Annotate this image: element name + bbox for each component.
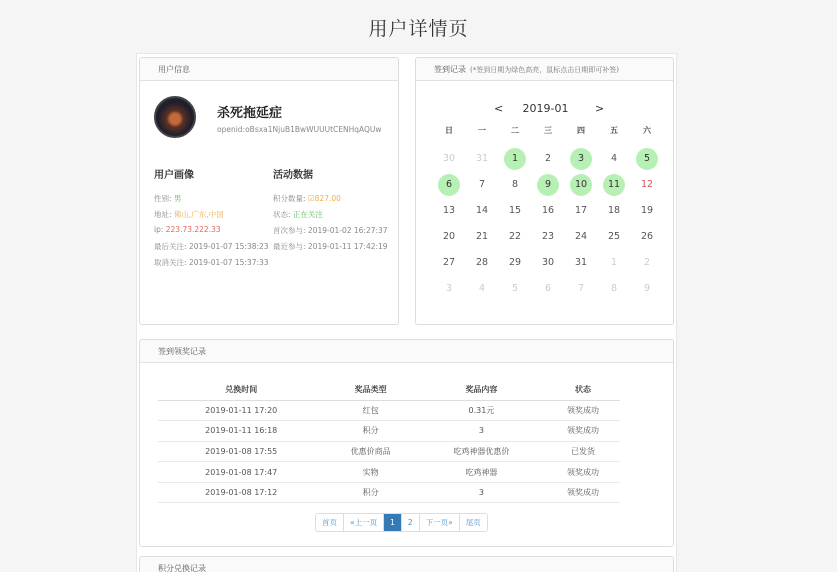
prev-month-button[interactable]: < [494, 102, 504, 115]
records-heading: 签到领奖记录 [140, 340, 673, 363]
column-header: 奖品类型 [324, 380, 416, 400]
table-row [158, 482, 620, 503]
main-container [136, 53, 677, 572]
calendar-day[interactable]: 29 [508, 257, 522, 268]
table-cell: 优惠价商品 [324, 441, 416, 462]
calendar-day[interactable]: 17 [574, 205, 588, 216]
calendar-day[interactable]: 13 [442, 205, 456, 216]
table-cell: 3 [417, 421, 546, 442]
status-value: 正在关注 [292, 210, 323, 219]
calendar-day: 7 [577, 283, 585, 294]
table-row [158, 462, 620, 483]
nickname: 杀死拖延症 [217, 106, 283, 121]
status-badge: 领奖成功 [546, 400, 620, 421]
calendar-day[interactable]: 2 [544, 153, 552, 164]
calendar-day[interactable]: 27 [442, 257, 456, 268]
calendar-day-signed[interactable]: 5 [636, 148, 658, 170]
weekday-label: 一 [478, 126, 486, 135]
address-row: 地址: 佛山,广东,中国 [154, 210, 224, 219]
status-badge: 已发货 [546, 441, 620, 462]
calendar-day[interactable]: 18 [607, 205, 621, 216]
table-cell: 2019-01-08 17:12 [158, 482, 324, 503]
exchange-heading: 积分兑换记录 [140, 557, 673, 572]
page-next-button[interactable]: 下一页» [420, 514, 460, 531]
exchange-records-panel [139, 556, 674, 572]
table-cell: 2019-01-11 17:20 [158, 400, 324, 421]
openid: openid:oBsxa1NjuB1BwWUUUtCENHqAQUw [217, 125, 382, 134]
ip-row: ip: 223.73.222.33 [154, 225, 221, 234]
calendar-note: (*签到日期为绿色高亮，鼠标点击日期即可补签) [470, 66, 619, 74]
calendar-day[interactable]: 25 [607, 231, 621, 242]
calendar-day: 9 [643, 283, 651, 294]
table-cell: 吃鸡神器优惠价 [417, 441, 546, 462]
table-cell: 吃鸡神器 [417, 462, 546, 483]
page-prev-button[interactable]: «上一页 [344, 514, 384, 531]
calendar-day[interactable]: 12 [640, 179, 654, 190]
table-cell: 0.31元 [417, 400, 546, 421]
calendar-day: 2 [643, 257, 651, 268]
calendar-month: 2019-01 [522, 102, 569, 115]
pagination [315, 513, 488, 532]
column-header: 状态 [546, 380, 620, 400]
address-value: 佛山,广东,中国 [173, 210, 224, 219]
calendar-day: 6 [544, 283, 552, 294]
avatar [154, 96, 196, 138]
weekday-label: 四 [577, 126, 585, 135]
table-cell: 积分 [324, 482, 416, 503]
page-2-button[interactable]: 2 [402, 514, 420, 531]
calendar-day-signed[interactable]: 11 [603, 174, 625, 196]
weekday-label: 二 [511, 126, 519, 135]
user-info-heading: 用户信息 [140, 58, 398, 81]
points-row: 积分数量: ☑827.00 [273, 194, 341, 203]
table-cell: 积分 [324, 421, 416, 442]
last-join-row: 最近参与: 2019-01-11 17:42:19 [273, 242, 388, 251]
reward-records-panel [139, 339, 674, 547]
profile-title: 用户画像 [154, 170, 194, 181]
calendar-day[interactable]: 30 [541, 257, 555, 268]
calendar-day[interactable]: 23 [541, 231, 555, 242]
status-row: 状态: 正在关注 [273, 210, 323, 219]
table-row [158, 421, 620, 442]
status-badge: 领奖成功 [546, 421, 620, 442]
calendar-day: 5 [511, 283, 519, 294]
calendar-day[interactable]: 26 [640, 231, 654, 242]
calendar-day-signed[interactable]: 10 [570, 174, 592, 196]
weekday-label: 日 [445, 126, 453, 135]
calendar-day[interactable]: 22 [508, 231, 522, 242]
signin-calendar-panel [415, 57, 674, 325]
last-follow-row: 最后关注: 2019-01-07 15:38:23 [154, 242, 269, 251]
user-info-panel [139, 57, 399, 325]
calendar-day: 30 [442, 153, 456, 164]
page-1-button[interactable]: 1 [384, 514, 402, 531]
calendar-day: 1 [610, 257, 618, 268]
calendar-day-signed[interactable]: 3 [570, 148, 592, 170]
points-value: ☑827.00 [307, 194, 341, 203]
calendar-day[interactable]: 19 [640, 205, 654, 216]
page-last-button[interactable]: 尾页 [460, 514, 487, 531]
calendar-day[interactable]: 8 [511, 179, 519, 190]
table-cell: 2019-01-08 17:55 [158, 441, 324, 462]
calendar-day-signed[interactable]: 9 [537, 174, 559, 196]
table-cell: 红包 [324, 400, 416, 421]
table-row [158, 400, 620, 421]
calendar-day[interactable]: 31 [574, 257, 588, 268]
table-cell: 2019-01-11 16:18 [158, 421, 324, 442]
calendar-day: 4 [478, 283, 486, 294]
unfollow-row: 取消关注: 2019-01-07 15:37:33 [154, 258, 269, 267]
page-title: 用户详情页 [368, 18, 469, 40]
status-badge: 领奖成功 [546, 462, 620, 483]
calendar-day: 3 [445, 283, 453, 294]
next-month-button[interactable]: > [595, 102, 605, 115]
page-first-button[interactable]: 首页 [316, 514, 344, 531]
calendar-day-signed[interactable]: 6 [438, 174, 460, 196]
calendar-day[interactable]: 16 [541, 205, 555, 216]
calendar-day[interactable]: 21 [475, 231, 489, 242]
weekday-label: 五 [610, 126, 618, 135]
table-cell: 2019-01-08 17:47 [158, 462, 324, 483]
calendar-day[interactable]: 7 [478, 179, 486, 190]
calendar-day[interactable]: 15 [508, 205, 522, 216]
records-table [158, 380, 620, 503]
calendar-day[interactable]: 14 [475, 205, 489, 216]
calendar-day[interactable]: 24 [574, 231, 588, 242]
table-row [158, 441, 620, 462]
calendar-day[interactable]: 20 [442, 231, 456, 242]
first-join-row: 首次参与: 2019-01-02 16:27:37 [273, 226, 388, 235]
column-header: 兑换时间 [158, 380, 324, 400]
weekday-label: 六 [643, 126, 651, 135]
activity-title: 活动数据 [273, 170, 313, 181]
calendar-day[interactable]: 28 [475, 257, 489, 268]
calendar-day: 8 [610, 283, 618, 294]
calendar-day: 31 [475, 153, 489, 164]
calendar-day[interactable]: 4 [610, 153, 618, 164]
table-cell: 实物 [324, 462, 416, 483]
calendar-day-signed[interactable]: 1 [504, 148, 526, 170]
gender-row: 性别: 男 [154, 194, 182, 203]
calendar-heading: 签到记录 (*签到日期为绿色高亮，鼠标点击日期即可补签) [416, 58, 673, 81]
weekday-label: 三 [544, 126, 552, 135]
ip-value: 223.73.222.33 [165, 225, 221, 234]
column-header: 奖品内容 [417, 380, 546, 400]
status-badge: 领奖成功 [546, 482, 620, 503]
table-cell: 3 [417, 482, 546, 503]
gender-value: 男 [173, 194, 182, 203]
